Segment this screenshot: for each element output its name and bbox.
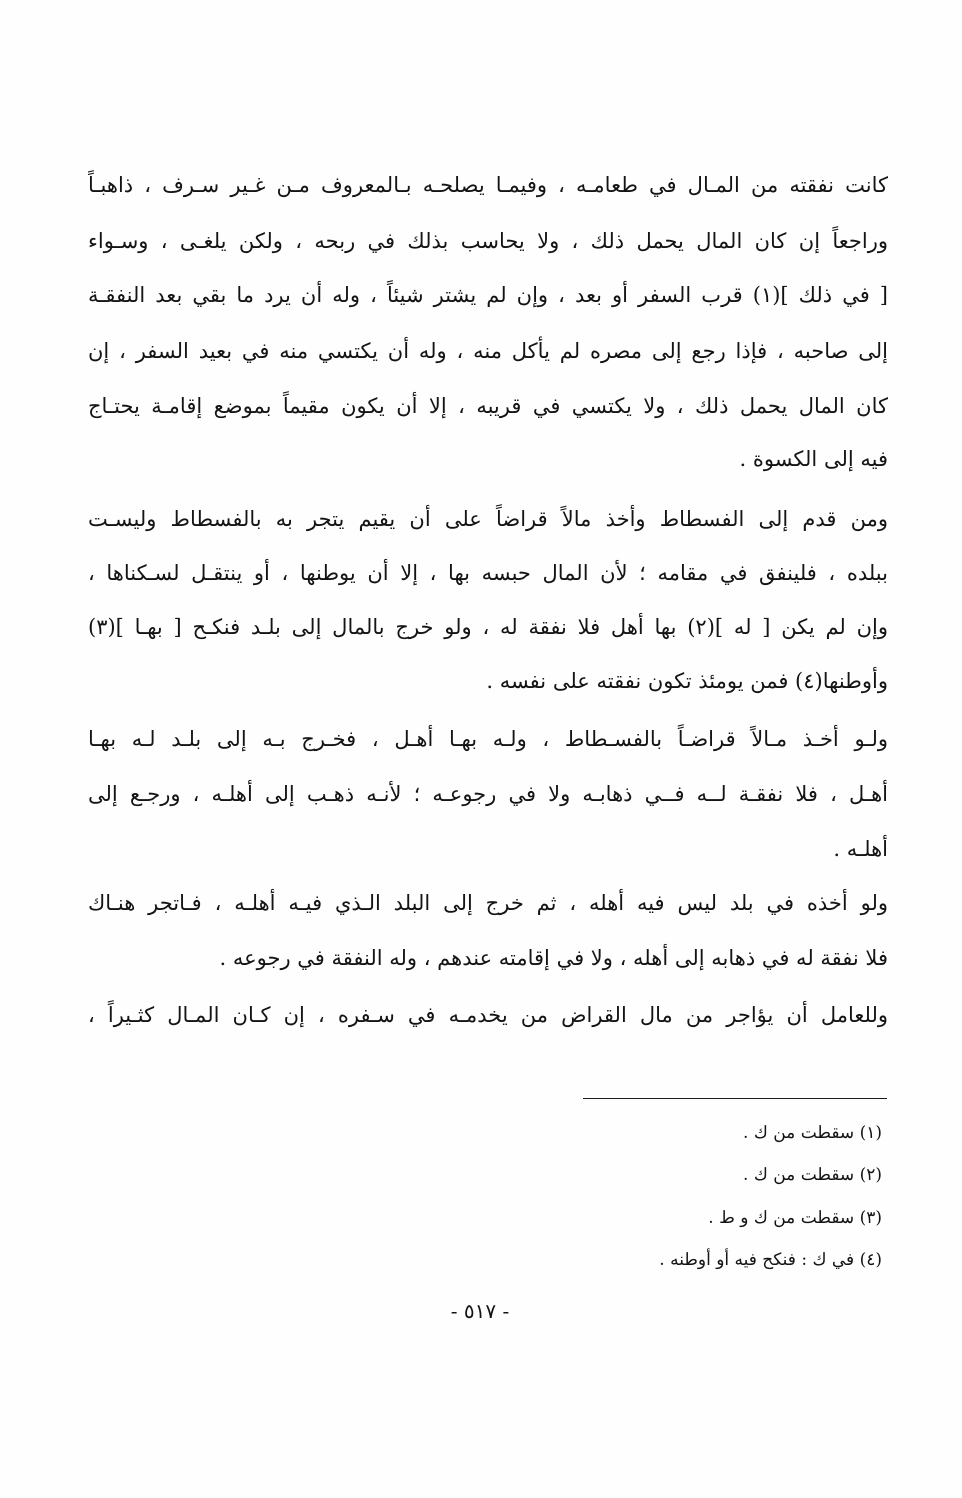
text-line: ولـو أخـذ مـالاً قراضـاً بالفسـطاط ، ولـه بهـا أهـل ، فخـرج بـه إلى بلـد لـه بهـا: [88, 727, 888, 751]
text-line: أهلـه .: [833, 837, 888, 861]
text-line: فلا نفقة له في ذهابه إلى أهله ، ولا في إقامته عندهم ، وله النفقة في رجوعه .: [219, 946, 888, 970]
footnote-divider: [583, 1098, 887, 1099]
text-line: فيه إلى الكسوة .: [739, 447, 888, 471]
footnote-item: (٢) سقطت من ك .: [743, 1165, 882, 1185]
text-line: وأوطنها(٤) فمن يومئذ تكون نفقته على نفسه .: [486, 669, 888, 693]
text-line: وراجعاً إن كان المال يحمل ذلك ، ولا يحاسب بذلك في ربحه ، ولكن يلغـى ، وسـواء: [88, 229, 888, 253]
footnote-item: (١) سقطت من ك .: [743, 1123, 882, 1143]
text-line: ومن قدم إلى الفسطاط وأخذ مالاً قراضاً على أن يقيم يتجر به بالفسطاط وليسـت: [88, 507, 888, 531]
text-line: [ في ذلك ](١) قرب السفر أو بعد ، وإن لم يشتر شيئاً ، وله أن يرد ما بقي بعد النفقـة: [88, 283, 888, 307]
text-line: كانت نفقته من المـال في طعامـه ، وفيمـا يصلحـه بـالمعروف مـن غـير سـرف ، ذاهبـاً: [88, 173, 888, 197]
text-line: ببلده ، فلينفق في مقامه ؛ لأن المال حبسه بها ، إلا أن يوطنها ، أو ينتقـل لسـكناها ،: [88, 561, 888, 585]
text-line: إلى صاحبه ، فإذا رجع إلى مصره لم يأكل منه ، وله أن يكتسي منه في بعيد السفر ، إن: [88, 339, 888, 363]
footnote-item: (٣) سقطت من ك و ط .: [708, 1208, 882, 1228]
text-line: كان المال يحمل ذلك ، ولا يكتسي في قريبه ، إلا أن يكون مقيماً بموضع إقامـة يحتـاج: [88, 394, 888, 418]
text-line: ولو أخذه في بلد ليس فيه أهله ، ثم خرج إلى البلد الـذي فيـه أهلـه ، فـاتجر هنـاك: [88, 891, 888, 915]
page-number: - ٥١٧ -: [450, 1299, 510, 1323]
text-line: وللعامل أن يؤاجر من مال القراض من يخدمـه في سـفره ، إن كـان المـال كثـيراً ،: [88, 1003, 888, 1027]
text-line: أهـل ، فلا نفقـة لــه فــي ذهابـه ولا في رجوعـه ؛ لأنـه ذهـب إلى أهلـه ، ورجـع إلى: [88, 782, 888, 806]
footnote-item: (٤) في ك : فنكح فيه أو أوطنه .: [659, 1250, 882, 1270]
text-line: وإن لم يكن [ له ](٢) بها أهل فلا نفقة له ، ولو خرج بالمال إلى بلـد فنكـح [ بهـا ](٣): [88, 615, 888, 639]
